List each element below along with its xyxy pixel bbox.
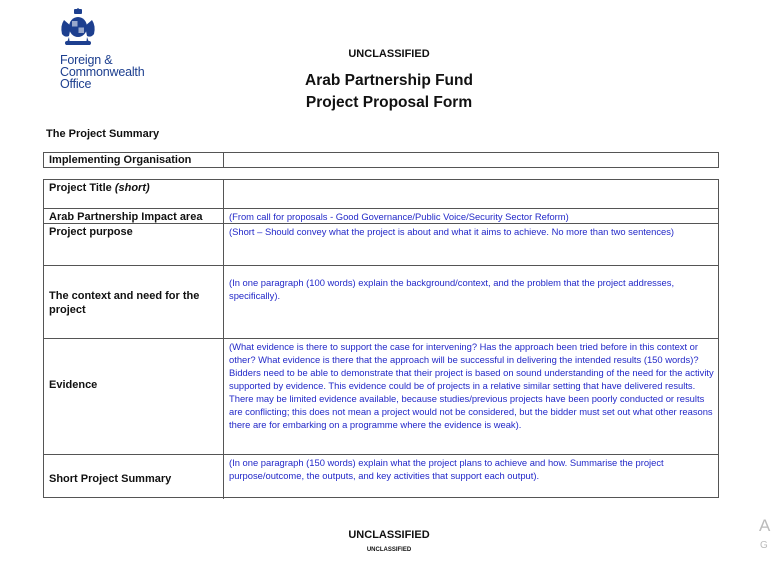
org-line-1: Foreign & bbox=[60, 53, 113, 67]
short-summary-field[interactable]: (In one paragraph (150 words) explain what the project plans to achieve and how. Summarise the project purpose/outcome, the outputs, and key activities that support each output). bbox=[229, 457, 664, 481]
project-purpose-label: Project purpose bbox=[44, 224, 224, 266]
table-row bbox=[44, 338, 718, 455]
table-row bbox=[44, 180, 718, 208]
edge-glyph-g: G bbox=[760, 540, 768, 551]
edge-glyph-a: A bbox=[759, 516, 771, 535]
table-row bbox=[44, 454, 718, 499]
classification-footer: UNCLASSIFIED bbox=[348, 529, 430, 541]
document-title: Arab Partnership Fund bbox=[305, 72, 473, 89]
impact-area-field[interactable]: (From call for proposals - Good Governance/Public Voice/Security Sector Reform) bbox=[229, 211, 569, 222]
implementing-organisation-table bbox=[43, 152, 719, 168]
table-row bbox=[44, 265, 718, 339]
short-summary-label: Short Project Summary bbox=[44, 455, 224, 499]
project-title-field[interactable] bbox=[225, 180, 718, 208]
evidence-label: Evidence bbox=[44, 339, 224, 455]
org-line-3: Office bbox=[60, 77, 92, 91]
context-need-label: The context and need for the project bbox=[44, 266, 224, 339]
classification-footer-small: UNCLASSIFIED bbox=[366, 547, 412, 553]
implementing-organisation-field[interactable] bbox=[225, 153, 718, 167]
implementing-organisation-label: Implementing Organisation bbox=[44, 153, 224, 167]
evidence-field[interactable]: (What evidence is there to support the case for intervening? Has the approach been tried before in this context or other? What evidence is there that the approach will be successful in delivering the intended results (150 words)? Bidders need to be able to demonstrate that their project is based on sound understanding of the need for the activity supported by evidence. This evidence could be of projects in a relative similar setting that have delivered results. There may be limited evidence available, because studies/previous projects have been poorly conducted or results are conflicting; this does not mean a project would not be considered, but the bidder must set out what other reasons there are for embarking on a programme where the evidence is weak). bbox=[229, 341, 714, 430]
context-need-field[interactable]: (In one paragraph (100 words) explain the background/context, and the problem that the project addresses, specifically). bbox=[229, 277, 675, 301]
document-subtitle: Project Proposal Form bbox=[305, 94, 473, 111]
impact-area-label: Arab Partnership Impact area bbox=[44, 209, 224, 224]
project-summary-table bbox=[43, 179, 719, 498]
royal-crest-logo bbox=[58, 8, 98, 50]
table-row bbox=[44, 223, 718, 266]
section-title: The Project Summary bbox=[46, 128, 160, 140]
project-purpose-field[interactable]: (Short – Should convey what the project is about and what it aims to achieve. No more than two sentences) bbox=[229, 226, 675, 237]
project-title-label: Project Title (short) bbox=[44, 180, 224, 208]
org-line-2: Commonwealth bbox=[60, 65, 145, 79]
classification-header: UNCLASSIFIED bbox=[348, 48, 430, 60]
table-row bbox=[44, 208, 718, 224]
